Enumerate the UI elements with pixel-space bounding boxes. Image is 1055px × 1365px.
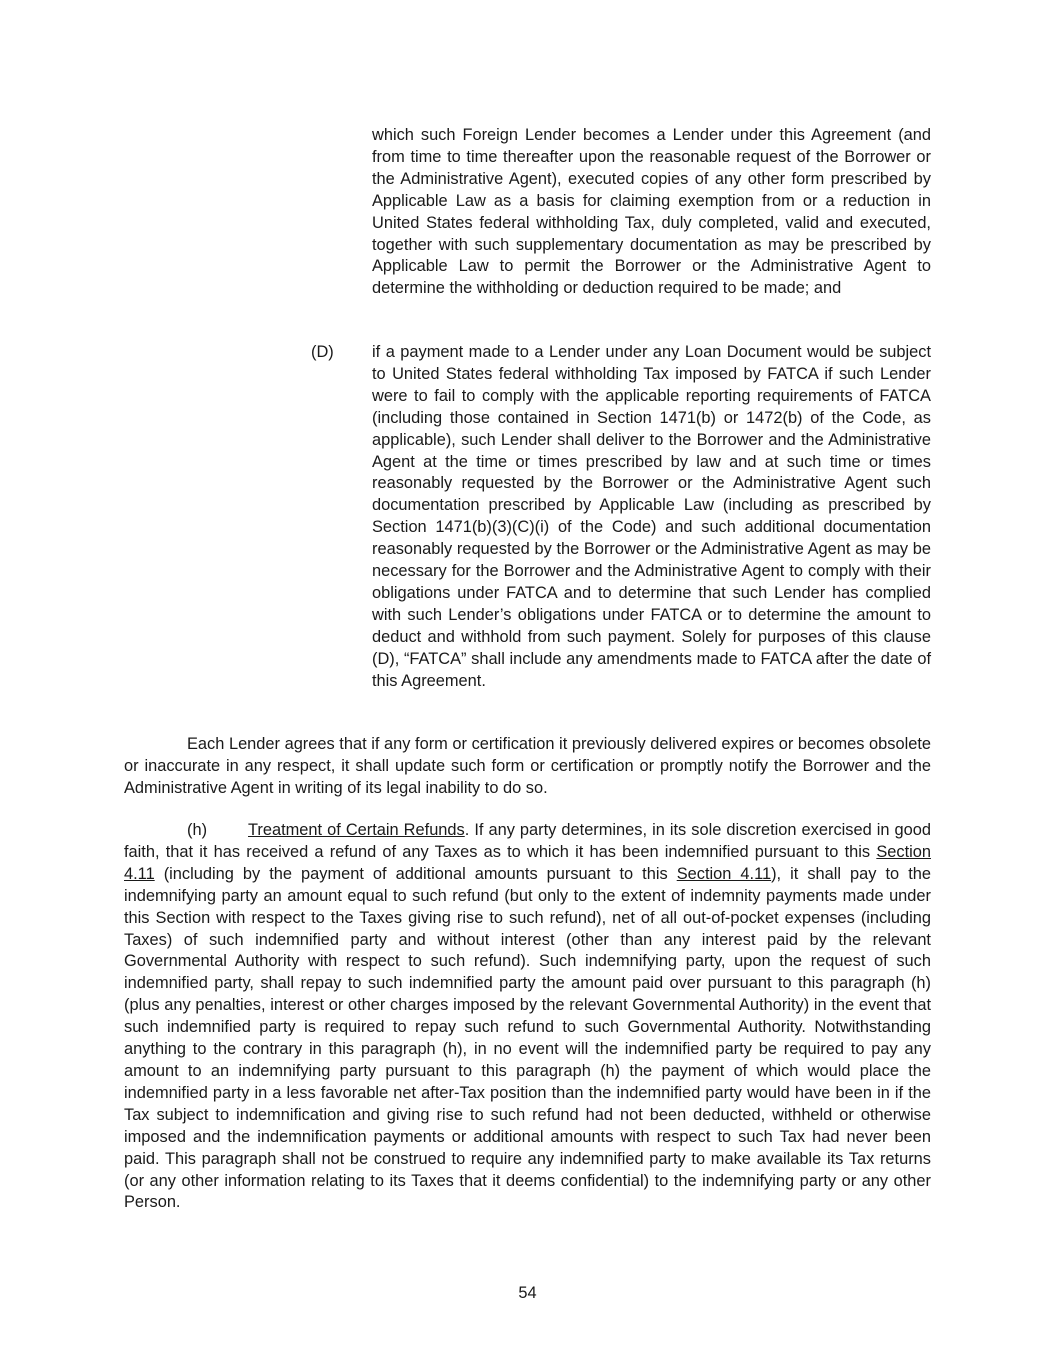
section-h-text-part-1: . If any party determines, in its sole discretion exercised in good faith, that it has received a refund of any Taxes as to which it has been indemnified pursuant to this [124, 821, 931, 861]
clause-d-label: (D) [311, 343, 334, 361]
section-h-paragraph [124, 820, 931, 1214]
lender-agrees-paragraph: Each Lender agrees that if any form or certification it previously delivered expires or becomes obsolete or inaccurate in any respect, it shall update such form or certification or promptly notify the Borrower and the Administrative Agent in writing of its legal inability to do so. [124, 735, 931, 797]
section-h-text-part-2: (including by the payment of additional amounts pursuant to this [154, 864, 677, 883]
section-h-heading: Treatment of Certain Refunds [248, 821, 465, 839]
section-4-11-reference-2: Section 4.11 [676, 864, 772, 883]
section-h-label: (h) [187, 821, 208, 839]
section-h-text-part-3: ), it shall pay to the indemnifying party an amount equal to such refund (but only to the extent of indemnity payments made under this Section with respect to the Taxes giving rise to such refund), net of all out-of-pocket expenses (including Taxes) of such indemnified party and without interest (other than any interest paid by the relevant Governmental Authority with respect to such refund). Such indemnifying party, upon the request of such indemnified party, shall repay to such indemnified party the amount paid over pursuant to this paragraph (h) (plus any penalties, interest or other charges imposed by the relevant Governmental Authority) in the event that such indemnified party is required to repay such refund to such Governmental Authority. Notwithstanding anything to the contrary in this paragraph (h), in no event will the indemnified party be required to pay any amount to an indemnifying party pursuant to this paragraph (h) the payment of which would place the indemnified party in a less favorable net after-Tax position than the indemnified party would have been in if the Tax subject to indemnification and giving rise to such refund had not been deducted, withheld or otherwise imposed and the indemnification payments or additional amounts with respect to such Tax had never been paid. This paragraph shall not be construed to require any indemnified party to make available its Tax returns (or any other information relating to its Taxes that it deems confidential) to the indemnifying party or any other Person. [124, 864, 931, 1212]
page-number: 54 [518, 1284, 537, 1302]
section-4-11-reference: Section 4.11 [124, 842, 931, 883]
clause-d-paragraph: if a payment made to a Lender under any Loan Document would be subject to United States federal withholding Tax imposed by FATCA if such Lender were to fail to comply with the applicable reporting requirements of FATCA (including those contained in Section 1471(b) or 1472(b) of the Code, as applicable), such Lender shall deliver to the Borrower and the Administrative Agent at the time or times prescribed by law and at such time or times reasonably requested by the Borrower or the Administrative Agent such documentation prescribed by Applicable Law (including as prescribed by Section 1471(b)(3)(C)(i) of the Code) and such additional documentation reasonably requested by the Borrower or the Administrative Agent as may be necessary for the Borrower and the Administrative Agent to comply with their obligations under FATCA and to determine that such Lender has complied with such Lender’s obligations under FATCA or to determine the amount to deduct and withhold from such payment. Solely for purposes of this clause (D), “FATCA” shall include any amendments made to FATCA after the date of this Agreement. [372, 343, 931, 690]
clause-c-continuation-paragraph: which such Foreign Lender becomes a Lender under this Agreement (and from time to time thereafter upon the reasonable request of the Borrower or the Administrative Agent), executed copies of any other form prescribed by Applicable Law as a basis for claiming exemption from or a reduction in United States federal withholding Tax, duly completed, valid and executed, together with such supplementary documentation as may be prescribed by Applicable Law to permit the Borrower or the Administrative Agent to determine the withholding or deduction required to be made; and [372, 126, 931, 298]
